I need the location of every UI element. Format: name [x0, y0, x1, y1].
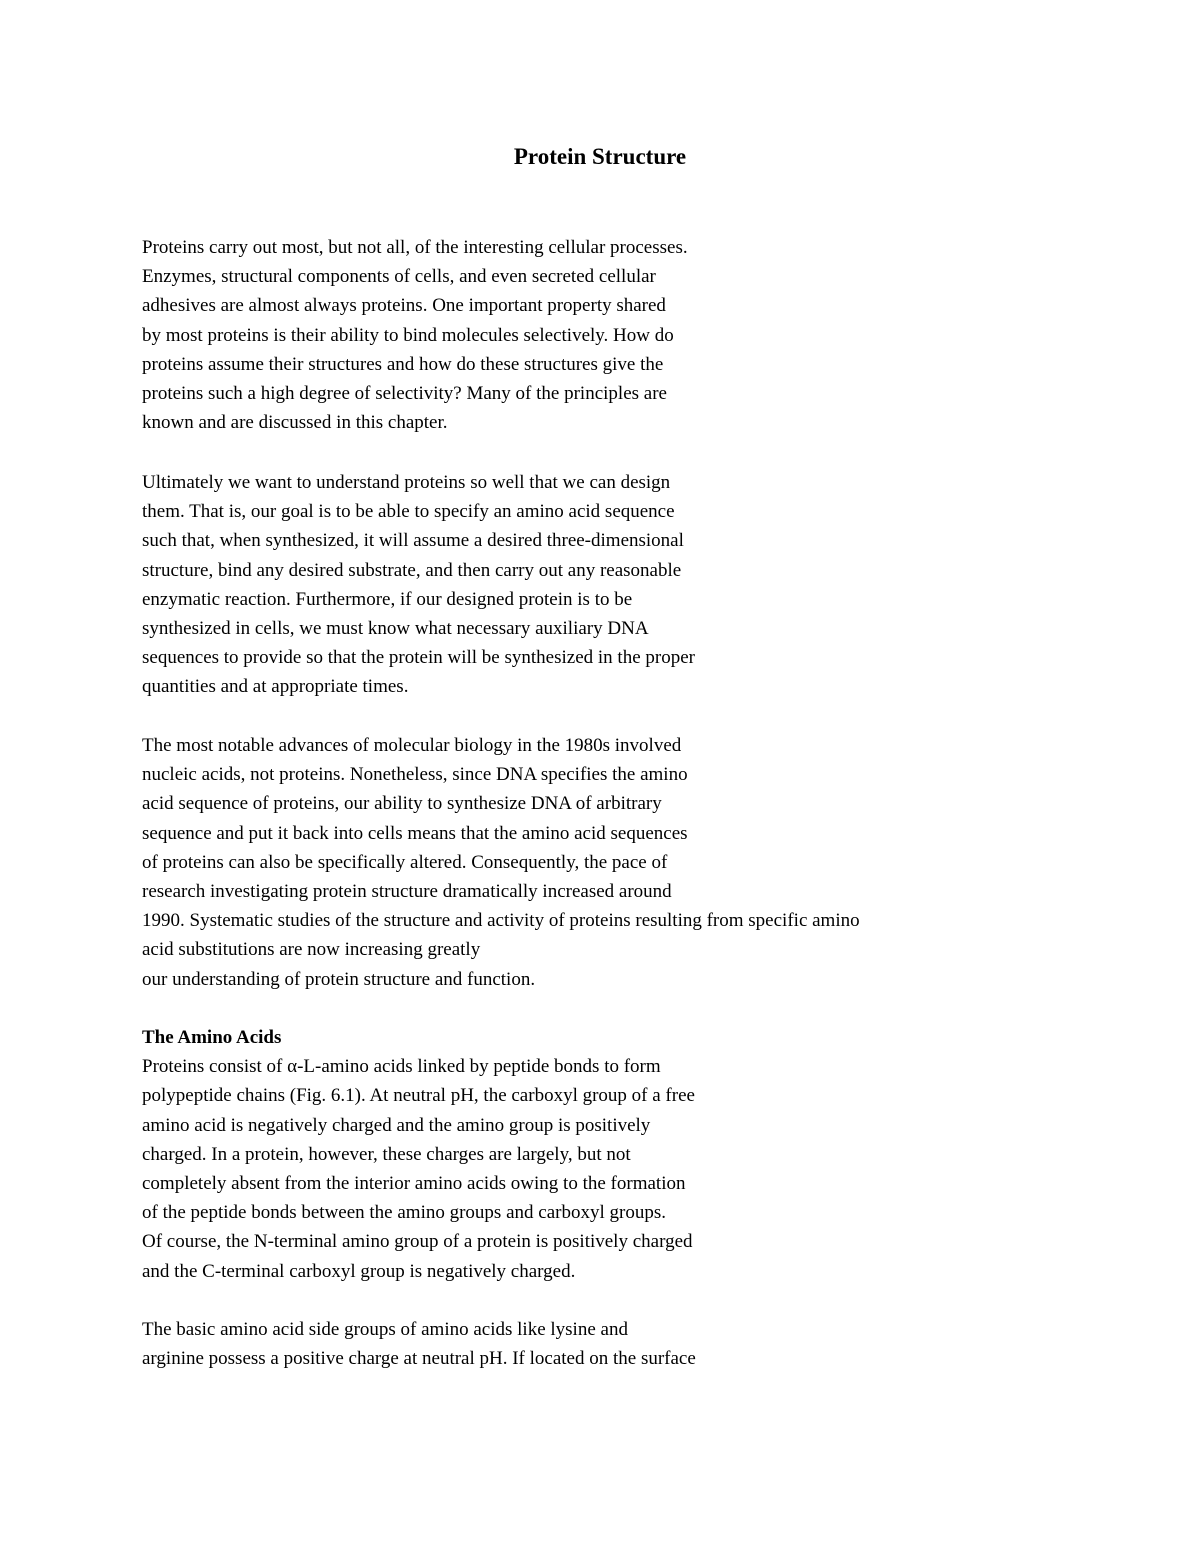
text-line: Of course, the N-terminal amino group of a protein is positively charged: [142, 1231, 693, 1253]
text-line: by most proteins is their ability to bind molecules selectively. How do: [142, 324, 674, 346]
text-line: proteins assume their structures and how do these structures give the: [142, 353, 664, 375]
text-line: quantities and at appropriate times.: [142, 676, 409, 698]
text-line: completely absent from the interior amino acids owing to the formation: [142, 1172, 686, 1194]
text-line: synthesized in cells, we must know what necessary auxiliary DNA: [142, 617, 649, 639]
text-line: 1990. Systematic studies of the structure and activity of proteins resulting from specific amino: [142, 910, 860, 932]
text-line: Ultimately we want to understand proteins so well that we can design: [142, 472, 671, 493]
text-line: such that, when synthesized, it will assume a desired three-dimensional: [142, 530, 684, 552]
text-line: polypeptide chains (Fig. 6.1). At neutral pH, the carboxyl group of a free: [142, 1085, 695, 1107]
text-line: known and are discussed in this chapter.: [142, 412, 448, 434]
text-line: and the C-terminal carboxyl group is negatively charged.: [142, 1260, 576, 1282]
paragraph-intro: [142, 233, 688, 437]
paragraph-basic-side-groups: [142, 1315, 696, 1373]
text-line: Enzymes, structural components of cells, and even secreted cellular: [142, 266, 656, 288]
paragraph-advances: [142, 731, 860, 994]
text-line: The most notable advances of molecular biology in the 1980s involved: [142, 735, 682, 756]
section-heading: The Amino Acids: [142, 1027, 282, 1048]
text-line: of the peptide bonds between the amino groups and carboxyl groups.: [142, 1202, 666, 1224]
text-line: research investigating protein structure dramatically increased around: [142, 880, 672, 902]
text-line: Proteins carry out most, but not all, of the interesting cellular processes.: [142, 237, 688, 258]
text-line: structure, bind any desired substrate, and then carry out any reasonable: [142, 559, 682, 581]
text-line: charged. In a protein, however, these charges are largely, but not: [142, 1143, 631, 1165]
paragraph-design-goal: [142, 468, 695, 702]
text-line: them. That is, our goal is to be able to specify an amino acid sequence: [142, 501, 675, 523]
text-line: adhesives are almost always proteins. One important property shared: [142, 295, 666, 317]
text-line: acid sequence of proteins, our ability to synthesize DNA of arbitrary: [142, 793, 662, 815]
text-line: of proteins can also be specifically altered. Consequently, the pace of: [142, 851, 668, 873]
text-line: enzymatic reaction. Furthermore, if our designed protein is to be: [142, 588, 633, 610]
text-line: Proteins consist of α-L-amino acids linked by peptide bonds to form: [142, 1056, 661, 1078]
text-line: The basic amino acid side groups of amino acids like lysine and: [142, 1319, 628, 1340]
section-amino-acids: [142, 1023, 695, 1286]
text-line: arginine possess a positive charge at neutral pH. If located on the surface: [142, 1348, 696, 1370]
text-line: sequences to provide so that the protein will be synthesized in the proper: [142, 647, 695, 669]
text-line: proteins such a high degree of selectivity? Many of the principles are: [142, 382, 667, 404]
text-line: our understanding of protein structure and function.: [142, 968, 536, 990]
text-line: amino acid is negatively charged and the amino group is positively: [142, 1114, 651, 1136]
text-line: acid substitutions are now increasing greatly: [142, 939, 481, 961]
page-title: Protein Structure: [513, 144, 687, 169]
text-line: sequence and put it back into cells means that the amino acid sequences: [142, 822, 688, 844]
text-line: nucleic acids, not proteins. Nonetheless, since DNA specifies the amino: [142, 764, 688, 786]
